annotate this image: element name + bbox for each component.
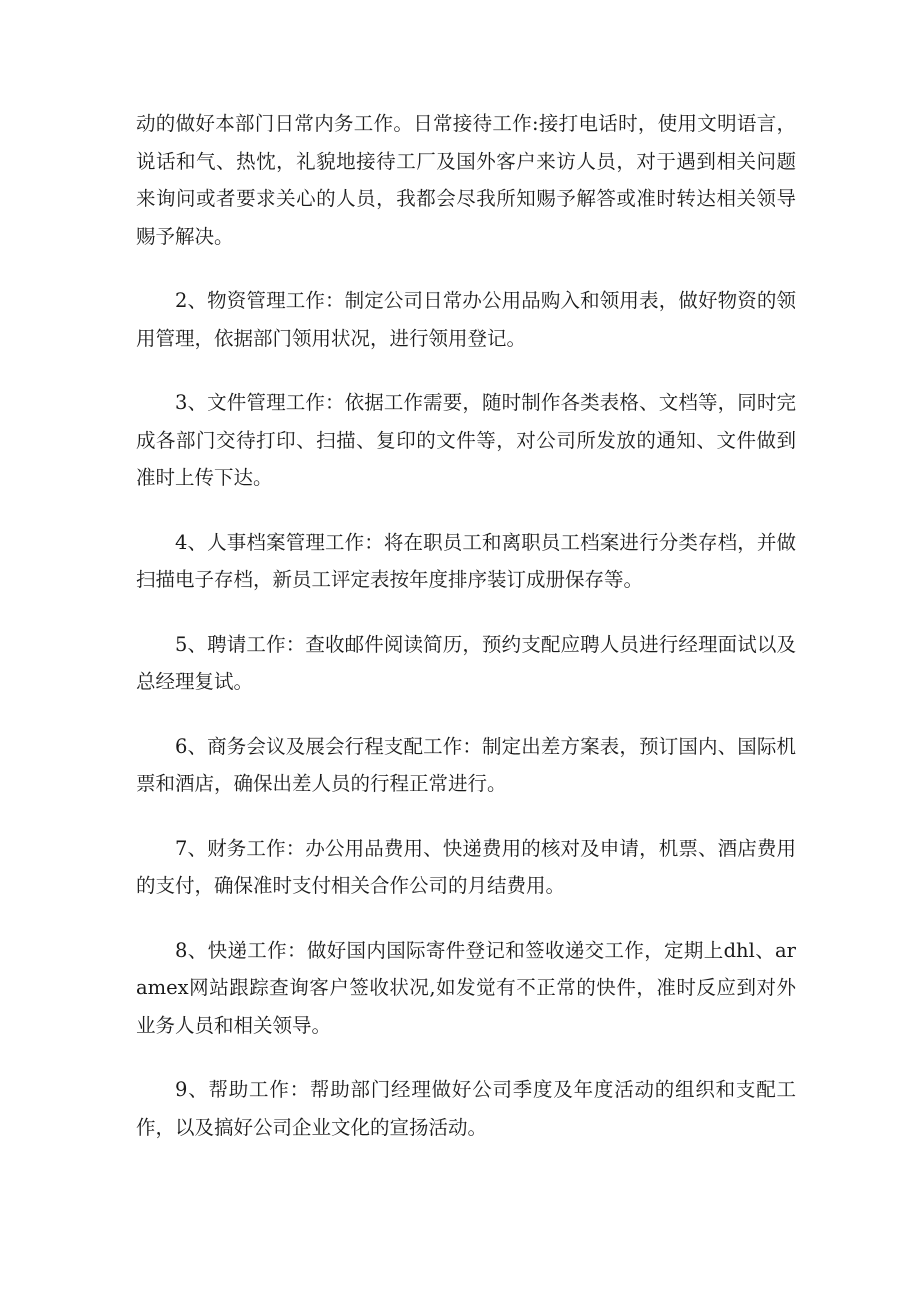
paragraph-item-4: 4、人事档案管理工作：将在职员工和离职员工档案进行分类存档，并做扫描电子存档，新员工评定表按年度排序装订成册保存等。 bbox=[136, 530, 796, 591]
paragraph-item-3: 3、文件管理工作：依据工作需要，随时制作各类表格、文档等，同时完成各部门交待打印、扫描、复印的文件等，对公司所发放的通知、文件做到准时上传下达。 bbox=[136, 391, 796, 489]
paragraph-item-8: 8、快递工作：做好国内国际寄件登记和签收递交工作，定期上dhl、aramex网站跟踪查询客户签收状况,如发觉有不正常的快件，准时反应到对外业务人员和相关领导。 bbox=[136, 938, 796, 1037]
paragraph-item-9: 9、帮助工作：帮助部门经理做好公司季度及年度活动的组织和支配工作，以及搞好公司企业文化的宣扬活动。 bbox=[136, 1078, 796, 1139]
paragraph-continuation: 动的做好本部门日常内务工作。日常接待工作:接打电话时，使用文明语言，说话和气、热忱，礼貌地接待工厂及国外客户来访人员，对于遇到相关问题来询问或者要求关心的人员，我都会尽我所知赐予解答或准时转达相关领导赐予解决。 bbox=[136, 112, 796, 248]
document-body bbox=[136, 105, 796, 1146]
paragraph-item-7: 7、财务工作：办公用品费用、快递费用的核对及申请，机票、酒店费用的支付，确保准时支付相关合作公司的月结费用。 bbox=[136, 836, 796, 897]
paragraph-item-2: 2、物资管理工作：制定公司日常办公用品购入和领用表，做好物资的领用管理，依据部门领用状况，进行领用登记。 bbox=[136, 289, 796, 350]
paragraph-item-5: 5、聘请工作：查收邮件阅读简历，预约支配应聘人员进行经理面试以及总经理复试。 bbox=[136, 632, 796, 693]
paragraph-item-6: 6、商务会议及展会行程支配工作：制定出差方案表，预订国内、国际机票和酒店，确保出差人员的行程正常进行。 bbox=[136, 734, 796, 795]
